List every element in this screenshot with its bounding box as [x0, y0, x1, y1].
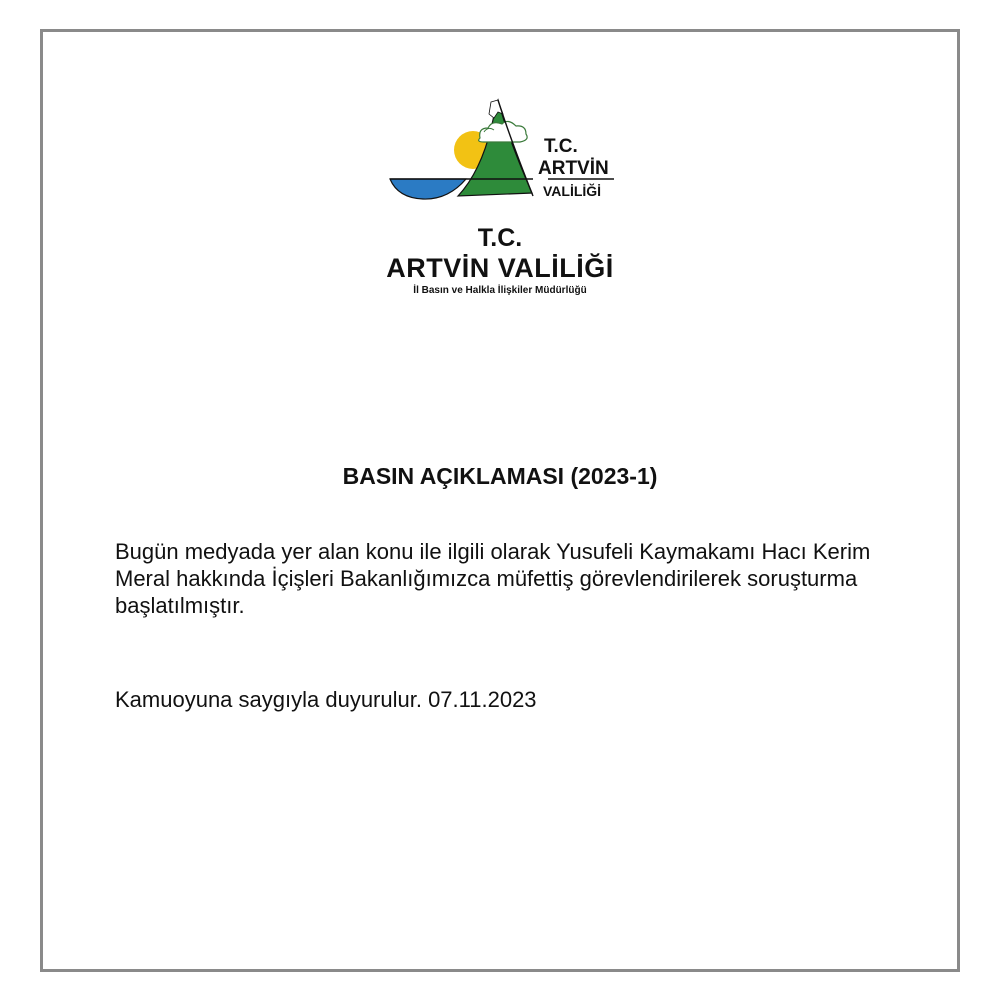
document-closing: Kamuoyuna saygıyla duyurulur. 07.11.2023 — [115, 687, 537, 712]
organization-header — [43, 224, 957, 298]
cloud-icon — [479, 121, 527, 142]
logo-text-tc: T.C. — [544, 136, 578, 157]
document-body: Bugün medyada yer alan konu ile ilgili olarak Yusufeli Kaymakamı Hacı Kerim Meral hakkında İçişleri Bakanlığımızca müfettiş görevlendirilerek soruşturma başlatılmıştır. — [115, 539, 871, 618]
artvin-governorship-logo — [388, 68, 618, 213]
document-page — [40, 29, 960, 972]
logo-emblem — [388, 68, 618, 213]
logo-text-artvin: ARTVİN — [538, 158, 609, 179]
water-icon — [390, 179, 466, 199]
org-unit: İl Basın ve Halkla İlişkiler Müdürlüğü — [413, 285, 587, 296]
org-name: ARTVİN VALİLİĞİ — [386, 253, 614, 283]
document-title: BASIN AÇIKLAMASI (2023-1) — [342, 463, 658, 489]
org-prefix: T.C. — [477, 224, 523, 252]
logo-text-valiligi: VALİLİĞİ — [543, 183, 602, 199]
